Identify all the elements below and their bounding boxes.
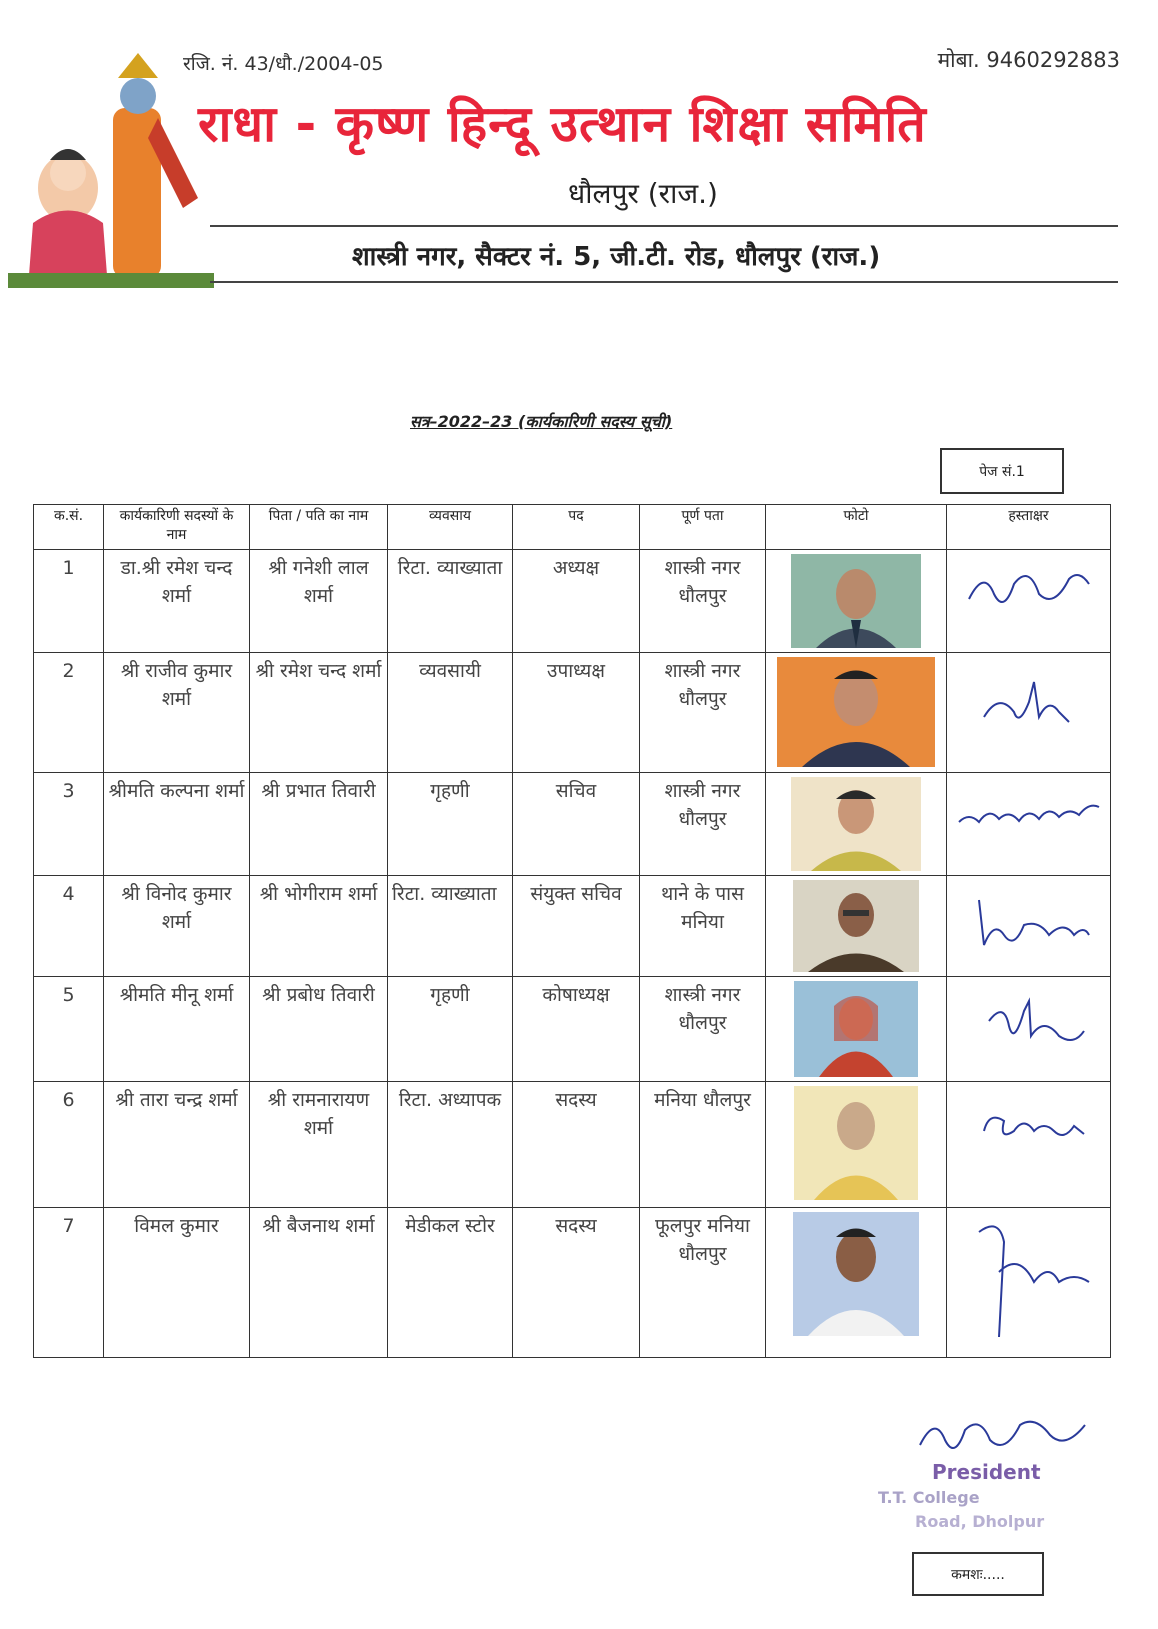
cell-sno: 5: [34, 977, 104, 1082]
header-father: पिता / पति का नाम: [250, 505, 388, 550]
signature: [959, 1086, 1099, 1156]
cell-sno: 3: [34, 773, 104, 876]
cell-name: श्री राजीव कुमार शर्मा: [104, 653, 250, 773]
cell-occupation: रिटा. अध्यापक: [388, 1082, 513, 1208]
cell-photo: [766, 773, 947, 876]
signature: [954, 777, 1104, 837]
cell-address: मनिया धौलपुर: [640, 1082, 766, 1208]
cell-occupation: व्यवसायी: [388, 653, 513, 773]
member-photo: [794, 1086, 918, 1200]
cell-signature: [947, 977, 1111, 1082]
continuation-text: कमशः.....: [951, 1566, 1005, 1583]
signature: [959, 554, 1099, 624]
cell-post: संयुक्त सचिव: [513, 876, 640, 977]
cell-address: शास्त्री नगर धौलपुर: [640, 773, 766, 876]
cell-post: अध्यक्ष: [513, 550, 640, 653]
cell-signature: [947, 1208, 1111, 1358]
member-photo: [793, 1212, 919, 1336]
cell-address: थाने के पास मनिया: [640, 876, 766, 977]
page-number: पेज सं.1: [979, 463, 1025, 480]
cell-address: शास्त्री नगर धौलपुर: [640, 653, 766, 773]
cell-signature: [947, 876, 1111, 977]
cell-photo: [766, 550, 947, 653]
cell-father: श्री प्रभात तिवारी: [250, 773, 388, 876]
cell-occupation: रिटा. व्याख्याता: [388, 550, 513, 653]
cell-photo: [766, 1208, 947, 1358]
cell-address: फूलपुर मनिया धौलपुर: [640, 1208, 766, 1358]
cell-name: श्री तारा चन्द्र शर्मा: [104, 1082, 250, 1208]
cell-signature: [947, 550, 1111, 653]
college-stamp-line2: Road, Dholpur: [915, 1512, 1045, 1531]
cell-sno: 7: [34, 1208, 104, 1358]
college-stamp-line1: T.T. College: [878, 1488, 980, 1507]
cell-signature: [947, 1082, 1111, 1208]
header-occupation: व्यवसाय: [388, 505, 513, 550]
member-photo: [791, 554, 921, 648]
signature: [959, 657, 1099, 747]
cell-father: श्री रमेश चन्द शर्मा: [250, 653, 388, 773]
cell-address: शास्त्री नगर धौलपुर: [640, 550, 766, 653]
cell-signature: [947, 773, 1111, 876]
cell-name: श्री विनोद कुमार शर्मा: [104, 876, 250, 977]
members-table: [33, 504, 1111, 1358]
header-name: कार्यकारिणी सदस्यों के नाम: [104, 505, 250, 550]
cell-photo: [766, 653, 947, 773]
president-title: President: [932, 1460, 1041, 1484]
cell-photo: [766, 977, 947, 1082]
header-post: पद: [513, 505, 640, 550]
continuation-box: [912, 1552, 1044, 1596]
cell-photo: [766, 1082, 947, 1208]
registration-number: रजि. नं. 43/धौ./2004-05: [183, 53, 384, 75]
member-photo: [791, 777, 921, 871]
header-signature: हस्ताक्षर: [947, 505, 1111, 550]
cell-post: सदस्य: [513, 1082, 640, 1208]
table-row: [34, 653, 1111, 773]
cell-name: विमल कुमार: [104, 1208, 250, 1358]
header-divider-bottom: [210, 281, 1118, 283]
page-number-box: [940, 448, 1064, 494]
signature: [959, 1212, 1099, 1342]
mobile-number: मोबा. 9460292883: [937, 48, 1120, 72]
cell-signature: [947, 653, 1111, 773]
cell-sno: 1: [34, 550, 104, 653]
cell-photo: [766, 876, 947, 977]
member-photo: [777, 657, 935, 767]
member-photo: [794, 981, 918, 1077]
table-row: [34, 876, 1111, 977]
cell-occupation: गृहणी: [388, 977, 513, 1082]
cell-sno: 6: [34, 1082, 104, 1208]
signature: [959, 981, 1099, 1061]
cell-post: सचिव: [513, 773, 640, 876]
cell-address: शास्त्री नगर धौलपुर: [640, 977, 766, 1082]
signature: [959, 880, 1099, 960]
table-header-row: [34, 505, 1111, 550]
table-row: [34, 550, 1111, 653]
cell-father: श्री बैजनाथ शर्मा: [250, 1208, 388, 1358]
organization-name: राधा - कृष्ण हिन्दू उत्थान शिक्षा समिति: [198, 95, 927, 153]
header-divider-top: [210, 225, 1118, 227]
deity-illustration: [8, 48, 214, 288]
organization-city: धौलपुर (राज.): [568, 177, 718, 210]
table-row: [34, 773, 1111, 876]
cell-occupation: मेडीकल स्टोर: [388, 1208, 513, 1358]
cell-occupation: रिटा. व्याख्याता: [388, 876, 513, 977]
president-signature: [900, 1405, 1100, 1465]
cell-father: श्री गनेशी लाल शर्मा: [250, 550, 388, 653]
cell-sno: 4: [34, 876, 104, 977]
member-photo: [793, 880, 919, 972]
cell-name: श्रीमति मीनू शर्मा: [104, 977, 250, 1082]
header-photo: फोटो: [766, 505, 947, 550]
cell-post: कोषाध्यक्ष: [513, 977, 640, 1082]
cell-post: उपाध्यक्ष: [513, 653, 640, 773]
cell-father: श्री भोगीराम शर्मा: [250, 876, 388, 977]
table-row: [34, 1208, 1111, 1358]
cell-name: श्रीमति कल्पना शर्मा: [104, 773, 250, 876]
session-title: सत्र–2022–23 (कार्यकारिणी सदस्य सूची): [410, 412, 673, 431]
cell-father: श्री प्रबोध तिवारी: [250, 977, 388, 1082]
cell-occupation: गृहणी: [388, 773, 513, 876]
header-address: पूर्ण पता: [640, 505, 766, 550]
header-sno: क.सं.: [34, 505, 104, 550]
cell-post: सदस्य: [513, 1208, 640, 1358]
cell-father: श्री रामनारायण शर्मा: [250, 1082, 388, 1208]
cell-name: डा.श्री रमेश चन्द शर्मा: [104, 550, 250, 653]
organization-address: शास्त्री नगर, सैक्टर नं. 5, जी.टी. रोड, धौलपुर (राज.): [352, 242, 881, 272]
cell-sno: 2: [34, 653, 104, 773]
table-row: [34, 1082, 1111, 1208]
table-row: [34, 977, 1111, 1082]
